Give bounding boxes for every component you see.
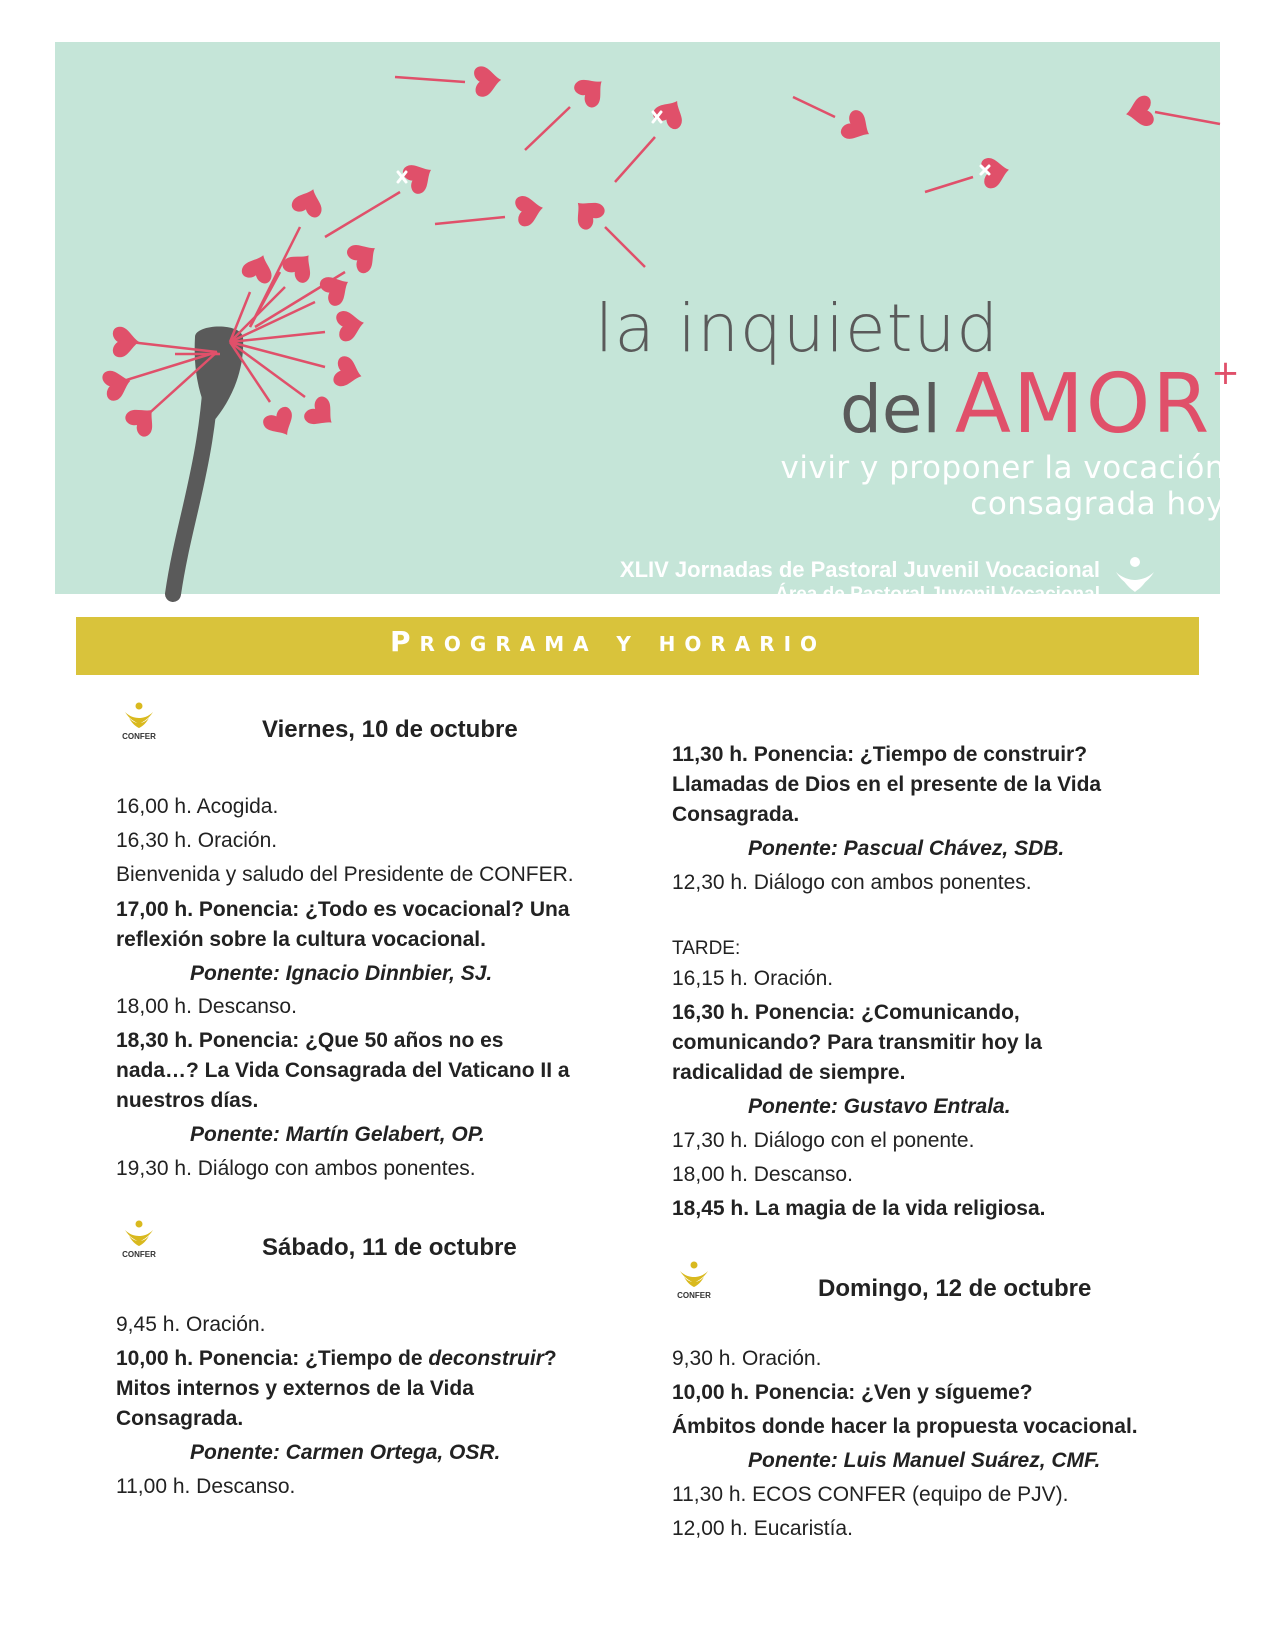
saturday-item: radicalidad de siempre. <box>672 1061 906 1084</box>
saturday-item: 9,45 h. Oración. <box>116 1313 266 1336</box>
friday-item: Bienvenida y saludo del Presidente de CONFER. <box>116 863 574 886</box>
banner-title-del: del <box>840 371 941 448</box>
banner <box>55 42 1240 608</box>
banner-title-line2 <box>840 353 1240 452</box>
saturday-item: comunicando? Para transmitir hoy la <box>672 1031 1042 1054</box>
banner-title-amor: AMOR <box>954 357 1212 452</box>
saturday-item: 11,30 h. Ponencia: ¿Tiempo de construir? <box>672 743 1088 766</box>
friday-item: 18,30 h. Ponencia: ¿Que 50 años no es <box>116 1029 504 1052</box>
friday-item: 18,00 h. Descanso. <box>116 995 297 1018</box>
friday-item: 16,30 h. Oración. <box>116 829 278 852</box>
svg-text:CONFER: CONFER <box>122 1250 156 1259</box>
saturday-item: Consagrada. <box>672 803 800 826</box>
friday-speaker: Ponente: Martín Gelabert, OP. <box>190 1123 485 1146</box>
sunday-speaker: Ponente: Luis Manuel Suárez, CMF. <box>748 1449 1101 1472</box>
saturday-item: 12,30 h. Diálogo con ambos ponentes. <box>672 871 1032 894</box>
saturday-item: Llamadas de Dios en el presente de la Vida <box>672 773 1102 796</box>
saturday-afternoon-label: TARDE: <box>672 938 741 959</box>
friday-item: 16,00 h. Acogida. <box>116 795 279 818</box>
banner-event-title: XLIV Jornadas de Pastoral Juvenil Vocacional <box>619 557 1100 582</box>
svg-text:CONFER: CONFER <box>122 732 156 741</box>
svg-text:CONFER: CONFER <box>677 1291 711 1300</box>
sunday-item: 11,30 h. ECOS CONFER (equipo de PJV). <box>672 1483 1069 1506</box>
saturday-speaker: Ponente: Carmen Ortega, OSR. <box>190 1441 501 1464</box>
sunday-item: 9,30 h. Oración. <box>672 1347 822 1370</box>
banner-title-plus: + <box>1211 353 1240 393</box>
confer-logo-icon <box>672 1259 716 1301</box>
saturday-item-emphasis: deconstruir <box>428 1347 544 1370</box>
friday-item: nada…? La Vida Consagrada del Vaticano II a <box>116 1059 570 1082</box>
saturday-item: 11,00 h. Descanso. <box>116 1475 296 1498</box>
sunday-item: Ámbitos donde hacer la propuesta vocacional. <box>672 1415 1138 1438</box>
saturday-item: 16,15 h. Oración. <box>672 967 834 990</box>
saturday-item: 17,30 h. Diálogo con el ponente. <box>672 1129 975 1152</box>
friday-item: 19,30 h. Diálogo con ambos ponentes. <box>116 1157 476 1180</box>
confer-logo-icon <box>117 1218 161 1260</box>
banner-subtitle: vivir y proponer la vocación consagrada hoy <box>780 450 1225 522</box>
confer-logo-icon <box>117 700 161 742</box>
sunday-item: 10,00 h. Ponencia: ¿Ven y sígueme? <box>672 1381 1033 1404</box>
program-header-bar <box>76 617 1199 675</box>
program-header-title: Programa y horario <box>390 625 827 658</box>
friday-item: 17,00 h. Ponencia: ¿Todo es vocacional? Una <box>116 898 570 921</box>
saturday-item: Consagrada. <box>116 1407 244 1430</box>
saturday-title: Sábado, 11 de octubre <box>262 1234 517 1261</box>
saturday-item: 10,00 h. Ponencia: ¿Tiempo de deconstruir? <box>116 1347 557 1370</box>
saturday-speaker: Ponente: Gustavo Entrala. <box>748 1095 1011 1118</box>
friday-item: reflexión sobre la cultura vocacional. <box>116 928 486 951</box>
sunday-item: 12,00 h. Eucaristía. <box>672 1517 853 1540</box>
friday-item: nuestros días. <box>116 1089 259 1112</box>
banner-logo-label: CONFER <box>1113 597 1157 608</box>
saturday-item: Mitos internos y externos de la Vida <box>116 1377 474 1400</box>
saturday-item: 16,30 h. Ponencia: ¿Comunicando, <box>672 1001 1020 1024</box>
saturday-item: 18,45 h. La magia de la vida religiosa. <box>672 1197 1046 1220</box>
banner-event-area: Área de Pastoral Juvenil Vocacional <box>775 584 1100 605</box>
saturday-speaker: Ponente: Pascual Chávez, SDB. <box>748 837 1065 860</box>
friday-title: Viernes, 10 de octubre <box>262 716 518 743</box>
saturday-item: 18,00 h. Descanso. <box>672 1163 853 1186</box>
confer-logo-icon <box>1108 552 1162 608</box>
friday-speaker: Ponente: Ignacio Dinnbier, SJ. <box>190 962 493 985</box>
banner-title-line1: la inquietud <box>595 290 1000 367</box>
sunday-title: Domingo, 12 de octubre <box>818 1275 1092 1302</box>
